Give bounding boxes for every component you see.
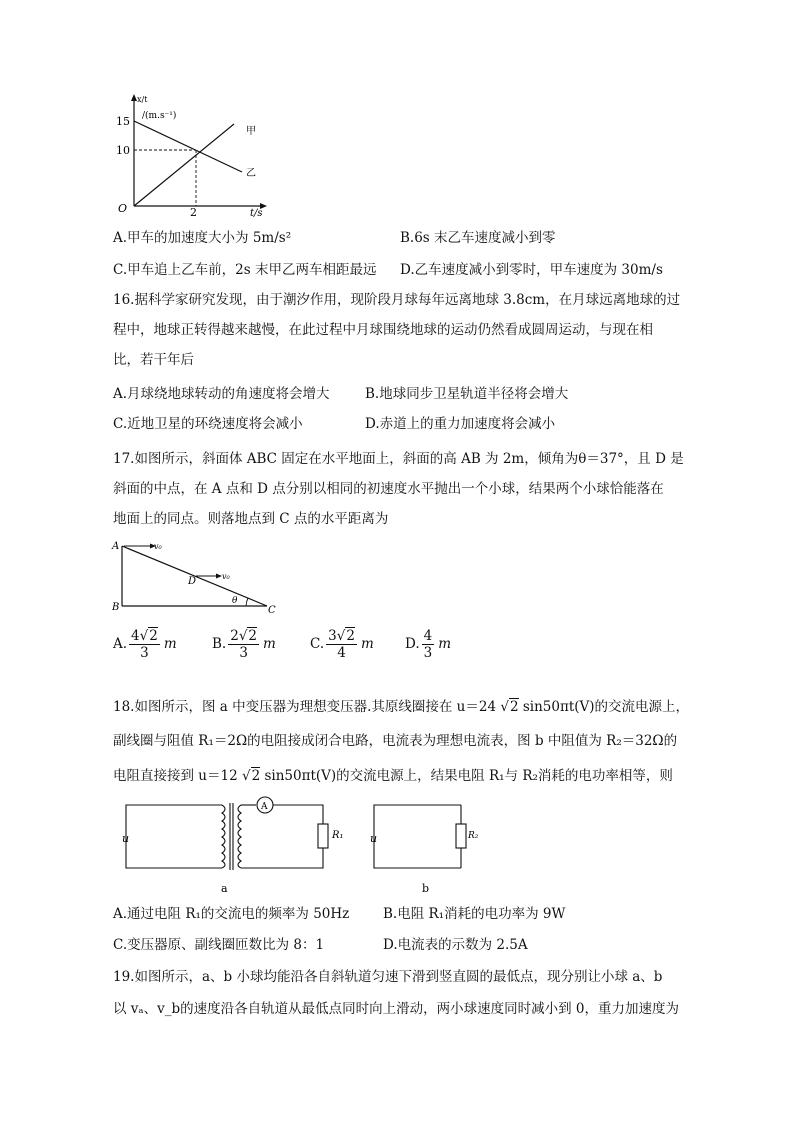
q17-stem-line-1: 17.如图所示，斜面体 ABC 固定在水平地面上，斜面的高 AB 为 2m，倾角为θ＝37°，且 D 是 [113,451,684,467]
primary-coil [222,805,225,868]
u-label-a: u [122,832,130,845]
q17-option-c-coef: 3 [328,628,337,644]
q17-option-a-root: 2 [149,628,158,644]
q19-stem-line-1: 19.如图所示，a、b 小球均能沿各自斜轨道匀速下滑到竖直圆的最低点，现分别让小球 a、b [113,969,663,985]
q19-stem-line-2: 以 vₐ、v_b的速度沿各自轨道从最低点同时向上滑动，两小球速度同时减小到 0，重力加速度为 [113,1001,680,1017]
q17-stem-line-2: 斜面的中点，在 A 点和 D 点分别以相同的初速度水平抛出一个小球，结果两个小球恰能落在 [113,481,664,497]
q15-option-d: D.乙车速度减小到零时，甲车速度为 30m/s [400,262,663,278]
x-axis-label: t/s [250,208,263,219]
v0-label-a: v₀ [154,542,162,551]
point-b-label: B [112,602,120,613]
q18-stem-line-2: 副线圈与阻值 R₁＝2Ω的电阻接成闭合电路，电流表为理想电流表，图 b 中阻值为 R₂＝32Ω的 [113,733,678,749]
circuit-b [366,798,479,896]
theta-label: θ [232,596,238,606]
origin-label: O [118,202,128,215]
q18-line3-part-b: sin50πt(V)的交流电源上，结果电阻 R₁与 R₂消耗的电功率相等，则 [260,768,673,784]
q16-stem-line-3: 比，若干年后 [113,352,194,368]
secondary-coil [238,805,241,868]
caption-b: b [422,882,430,895]
q16-option-c: C.近地卫星的环绕速度将会减小 [113,416,303,432]
resistor-r2 [456,824,466,848]
q18-line3-root: 2 [251,768,261,784]
point-a-label: A [112,541,120,552]
q17-option-a-letter: A. [113,636,128,652]
q18-option-c: C.变压器原、副线圈匝数比为 8：1 [113,937,325,953]
line-yi [134,121,242,172]
q16-option-d: D.赤道上的重力加速度将会减小 [365,416,556,432]
q17-option-b-root: 2 [248,628,258,644]
y-axis-label: x/t [137,95,148,104]
r2-label: R₂ [468,831,479,841]
q16-option-a: A.月球绕地球转动的角速度将会增大 [113,386,330,402]
q17-option-a-den: 3 [140,645,149,661]
label-jia: 甲 [246,126,256,137]
q16-option-b: B.地球同步卫星轨道半径将会增大 [365,386,569,402]
q17-option-b: B. $\frac{2√2}{3}$ m [212,628,276,661]
q16-stem-line-2: 程中，地球正转得越来越慢，在此过程中月球围绕地球的运动仍然看成圆周运动，与现在相 [113,322,653,338]
q18-line1-part-a: 18.如图所示，图 a 中变压器为理想变压器.其原线圈接在 u＝24 [113,699,497,715]
q18-line1-part-b: sin50πt(V)的交流电源上， [518,699,690,715]
velocity-time-graph [112,92,282,218]
q17-option-a: A. $\frac{4√2}{3}$ m [113,628,177,661]
q17-option-d-num: 4 [423,628,433,644]
q17-option-d-den: 3 [423,645,433,661]
q17-option-d-letter: D. [405,636,420,652]
u-label-b: u [370,832,378,845]
q18-option-d: D.电流表的示数为 2.5A [383,937,528,953]
label-yi: 乙 [246,168,256,179]
tick-15: 15 [116,115,130,128]
point-c-label: C [268,605,276,616]
secondary-wire-bottom [241,848,323,868]
y-axis-unit: /(m.s⁻¹) [142,111,177,121]
q18-stem-line-3: 电阻直接接到 u＝12 √2 sin50πt(V)的交流电源上，结果电阻 R₁与 R₂消耗的电功率相等，则 [113,768,673,784]
q16-stem-line-1: 16.据科学家研究发现，由于潮汐作用，现阶段月球每年远离地球 3.8cm，在月球远离地球的过 [113,292,681,308]
q17-option-c-unit: m [360,636,374,652]
q15-option-a: A.甲车的加速度大小为 5m/s² [113,230,292,246]
point-d-label: D [188,576,197,587]
r1-label: R₁ [332,830,344,841]
v0-label-d: v₀ [222,572,230,581]
q18-option-b: B.电阻 R₁消耗的电功率为 9W [383,906,566,922]
tick-2: 2 [190,206,197,219]
q17-option-a-unit: m [163,636,177,652]
q17-option-c: C. $\frac{3√2}{4}$ m [310,628,374,661]
caption-a: a [221,882,228,895]
secondary-wire-right [273,805,323,824]
incline-figure [112,538,282,616]
q17-stem-line-3: 地面上的同点。则落地点到 C 点的水平距离为 [113,511,389,527]
circuit-b-wire-left [374,805,461,868]
q18-option-a: A.通过电阻 R₁的交流电的频率为 50Hz [113,906,350,922]
q17-option-b-unit: m [263,636,276,652]
q15-option-c: C.甲车追上乙车前，2s 末甲乙两车相距最远 [113,262,377,278]
q18-line1-root: 2 [509,699,519,715]
ammeter-label: A [261,802,268,812]
primary-wire [126,805,222,868]
circuit-a [118,798,344,896]
q17-option-b-letter: B. [212,636,227,652]
q18-line3-part-a: 电阻直接接到 u＝12 [113,768,238,784]
q18-stem-line-1: 18.如图所示，图 a 中变压器为理想变压器.其原线圈接在 u＝24 √2 sin50πt(V)的交流电源上， [113,699,690,715]
q17-option-c-root: 2 [346,628,355,644]
theta-arc [246,598,248,606]
q17-option-a-coef: 4 [131,628,140,644]
q15-option-b: B.6s 末乙车速度减小到零 [400,230,556,246]
q17-option-c-letter: C. [310,636,325,652]
tick-10: 10 [116,144,130,157]
q17-option-c-den: 4 [337,645,346,661]
q17-option-b-den: 3 [239,645,248,661]
q17-option-d-unit: m [438,636,452,652]
q17-option-d [405,628,451,661]
line-jia [134,124,234,206]
resistor-r1 [318,824,328,848]
q17-option-b-coef: 2 [230,628,239,644]
